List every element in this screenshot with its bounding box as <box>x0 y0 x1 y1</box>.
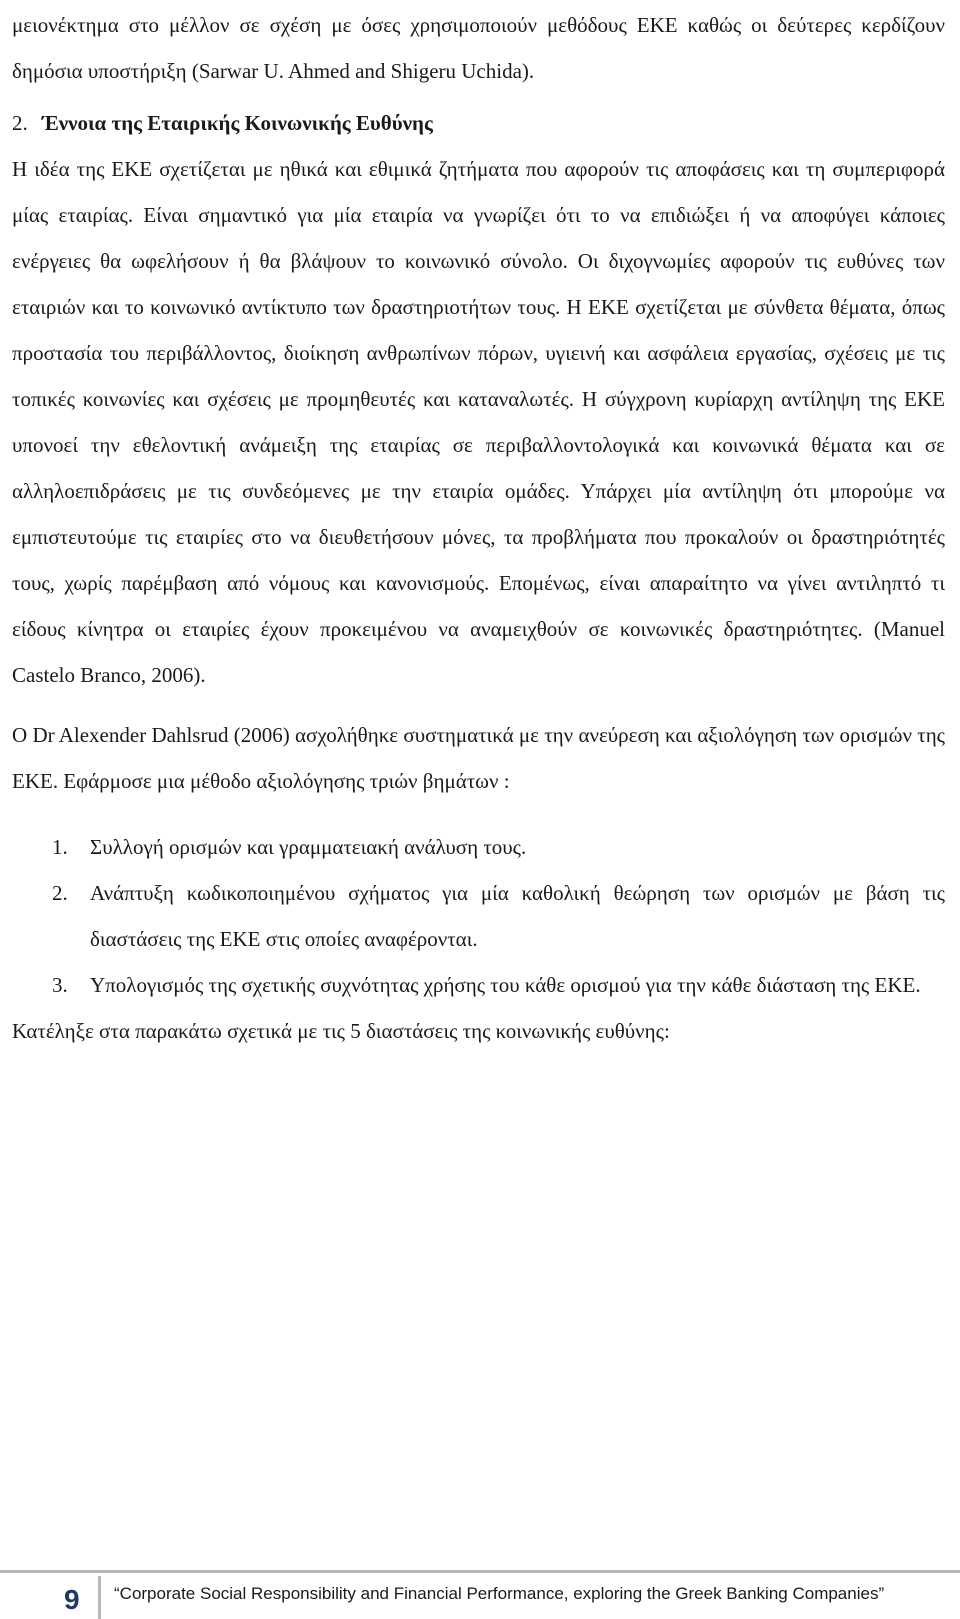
step-text: Υπολογισμός της σχετικής συχνότητας χρήσης του κάθε ορισμού για την κάθε διάσταση της ΕΚΕ. <box>90 973 921 997</box>
section-number: 2. <box>12 111 28 135</box>
section-heading <box>12 100 945 146</box>
steps-list <box>12 824 945 1008</box>
section-paragraph: Η ιδέα της ΕΚΕ σχετίζεται με ηθικά και εθιμικά ζητήματα που αφορούν τις αποφάσεις και τη συμπεριφορά μίας εταιρίας. Είναι σημαντικό για μία εταιρία να γνωρίζει ότι το να επιδιώξει ή να αποφύγει κάποιες ενέργειες θα ωφελήσουν ή θα βλάψουν το κοινωνικό σύνολο. Οι διχογνωμίες αφορούν τις ευθύνες των εταιριών και το κοινωνικό αντίκτυπο των δραστηριοτήτων τους. Η ΕΚΕ σχετίζεται με σύνθετα θέματα, όπως προστασία του περιβάλλοντος, διοίκηση ανθρωπίνων πόρων, υγιεινή και ασφάλεια εργασίας, σχέσεις με τις τοπικές κοινωνίες και σχέσεις με προμηθευτές και καταναλωτές. Η σύγχρονη κυρίαρχη αντίληψη της ΕΚΕ υπονοεί την εθελοντική ανάμειξη της εταιρίας σε περιβαλλοντολογικά και κοινωνικά θέματα και σε αλληλοεπιδράσεις με τις συνδεόμενες με την εταιρία ομάδες. Υπάρχει μία αντίληψη ότι μπορούμε να εμπιστευτούμε τις εταιρίες στο να διευθετήσουν μόνες, τα προβλήματα που προκαλούν οι δραστηριότητές τους, χωρίς παρέμβαση από νόμους και κανονισμούς. Επομένως, είναι απαραίτητο να γίνει αντιληπτό τι είδους κίνητρα οι εταιρίες έχουν προκειμένου να αναμειχθούν σε κοινωνικές δραστηριότητες. (Manuel Castelo Branco, 2006). <box>12 157 945 687</box>
page-number: 9 <box>64 1584 80 1615</box>
step-text: Συλλογή ορισμών και γραμματειακή ανάλυση τους. <box>90 835 527 859</box>
list-item <box>12 870 945 962</box>
step-text: Ανάπτυξη κωδικοποιημένου σχήματος για μία καθολική θεώρηση των ορισμών με βάση τις διαστάσεις της ΕΚΕ στις οποίες αναφέρονται. <box>90 881 945 951</box>
closing-paragraph: Κατέληξε στα παρακάτω σχετικά με τις 5 διαστάσεις της κοινωνικής ευθύνης: <box>12 1019 670 1043</box>
intro-paragraph: μειονέκτημα στο μέλλον σε σχέση με όσες χρησιμοποιούν μεθόδους ΕΚΕ καθώς οι δεύτερες κερδίζουν δημόσια υποστήριξη (Sarwar U. Ahmed and Shigeru Uchida). <box>12 13 945 83</box>
footer-rule <box>0 1570 960 1573</box>
section-heading-text: Έννοια της Εταιρικής Κοινωνικής Ευθύνης <box>42 111 433 135</box>
footer-divider <box>98 1576 101 1619</box>
step-number: 1. <box>52 835 68 859</box>
dahlsrud-paragraph: Ο Dr Alexender Dahlsrud (2006) ασχολήθηκε συστηματικά με την ανεύρεση και αξιολόγηση των ορισμών της ΕΚΕ. Εφάρμοσε μια μέθοδο αξιολόγησης τριών βημάτων : <box>12 723 945 793</box>
footer-title: “Corporate Social Responsibility and Financial Performance, exploring the Greek Banking Companies” <box>114 1584 885 1603</box>
list-item <box>12 962 945 1008</box>
list-item <box>12 824 945 870</box>
step-number: 3. <box>52 973 68 997</box>
page-footer <box>0 1562 960 1619</box>
page-content <box>12 0 945 1054</box>
step-number: 2. <box>52 881 68 905</box>
